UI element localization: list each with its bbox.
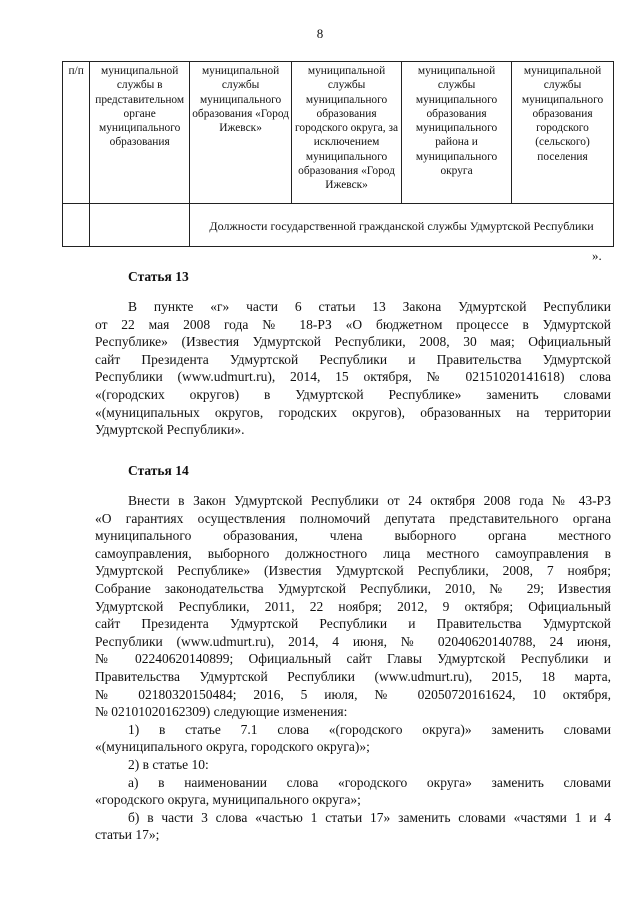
- continuation-table: [62, 61, 614, 247]
- article-14-text: Внести в Закон Удмуртской Республики от 24 октября 2008 года № 43-РЗ «О гарантиях осуществления полномочий депутата представительного органа муниципального образования, члена выборного органа местного самоуправления, выборного должностного лица местного самоуправления в Удмуртской Республике» (Известия Удмуртской Республики, 2008, 7 ноября; Собрание законодательства Удмуртской Республики, 2010, № 29; Известия Удмуртской Республики, 2011, 22 ноября; 2012, 9 октября; Официальный сайт Президента Удмуртской Республики и Правительства Удмуртской Республики (www.udmurt.ru), 2014, 4 июня, № 02040620140788, 24 июня, № 02240620140899; Официальный сайт Главы Удмуртской Республики и Правительства Удмуртской Республики (www.udmurt.ru), 2015, 18 марта, № 02180320150484; 2016, 5 июля, № 02050720161624, 10 октября, № 02101020162309) следующие изменения: 1) в статье 7.1 слова «(городского округа)» заменить словами «(муниципального округа, городского округа)»; 2) в статье 10: а) в наименовании слова «городского округа» заменить словами «городского округа, муниципального округа»; б) в части 3 слова «частью 1 статьи 17» заменить словами «частями 1 и 4 статьи 17»;: [95, 493, 611, 843]
- col-city-district: муниципальной службы муниципального образования городского округа, за исключением муниципального образования «Город Ижевск»: [292, 62, 402, 204]
- table-merged-row: [63, 204, 614, 247]
- col-municipal-district: муниципальной службы муниципального образования муниципального района и муниципального округа: [402, 62, 512, 204]
- page-number: 8: [316, 26, 324, 41]
- article-13-heading: Статья 13: [128, 269, 189, 284]
- col-izhevsk: муниципальной службы муниципального образования «Город Ижевск»: [190, 62, 292, 204]
- article-13-text: В пункте «г» части 6 статьи 13 Закона Удмуртской Республики от 22 мая 2008 года № 18-РЗ «О бюджетном процессе в Удмуртской Республике» (Известия Удмуртской Республики, 2008, 30 мая; Официальный сайт Президента Удмуртской Республики и Правительства Удмуртской Республики (www.udmurt.ru), 2014, 15 октября, № 02151020141618) слова «(городских округов) в Удмуртской Республике» заменить словами «(муниципальных округов, городских округов), образованных на территории Удмуртской Республики».: [95, 299, 611, 438]
- table-header-row: [63, 62, 614, 204]
- col-representative-body: муниципальной службы в представительном органе муниципального образования: [90, 62, 190, 204]
- merged-row-cell: Должности государственной гражданской службы Удмуртской Республики: [190, 204, 614, 247]
- closing-quote: ».: [592, 248, 602, 263]
- col-settlement: муниципальной службы муниципального образования городского (сельского) поселения: [512, 62, 614, 204]
- article-14-heading: Статья 14: [128, 463, 189, 478]
- col-pp: п/п: [63, 62, 90, 204]
